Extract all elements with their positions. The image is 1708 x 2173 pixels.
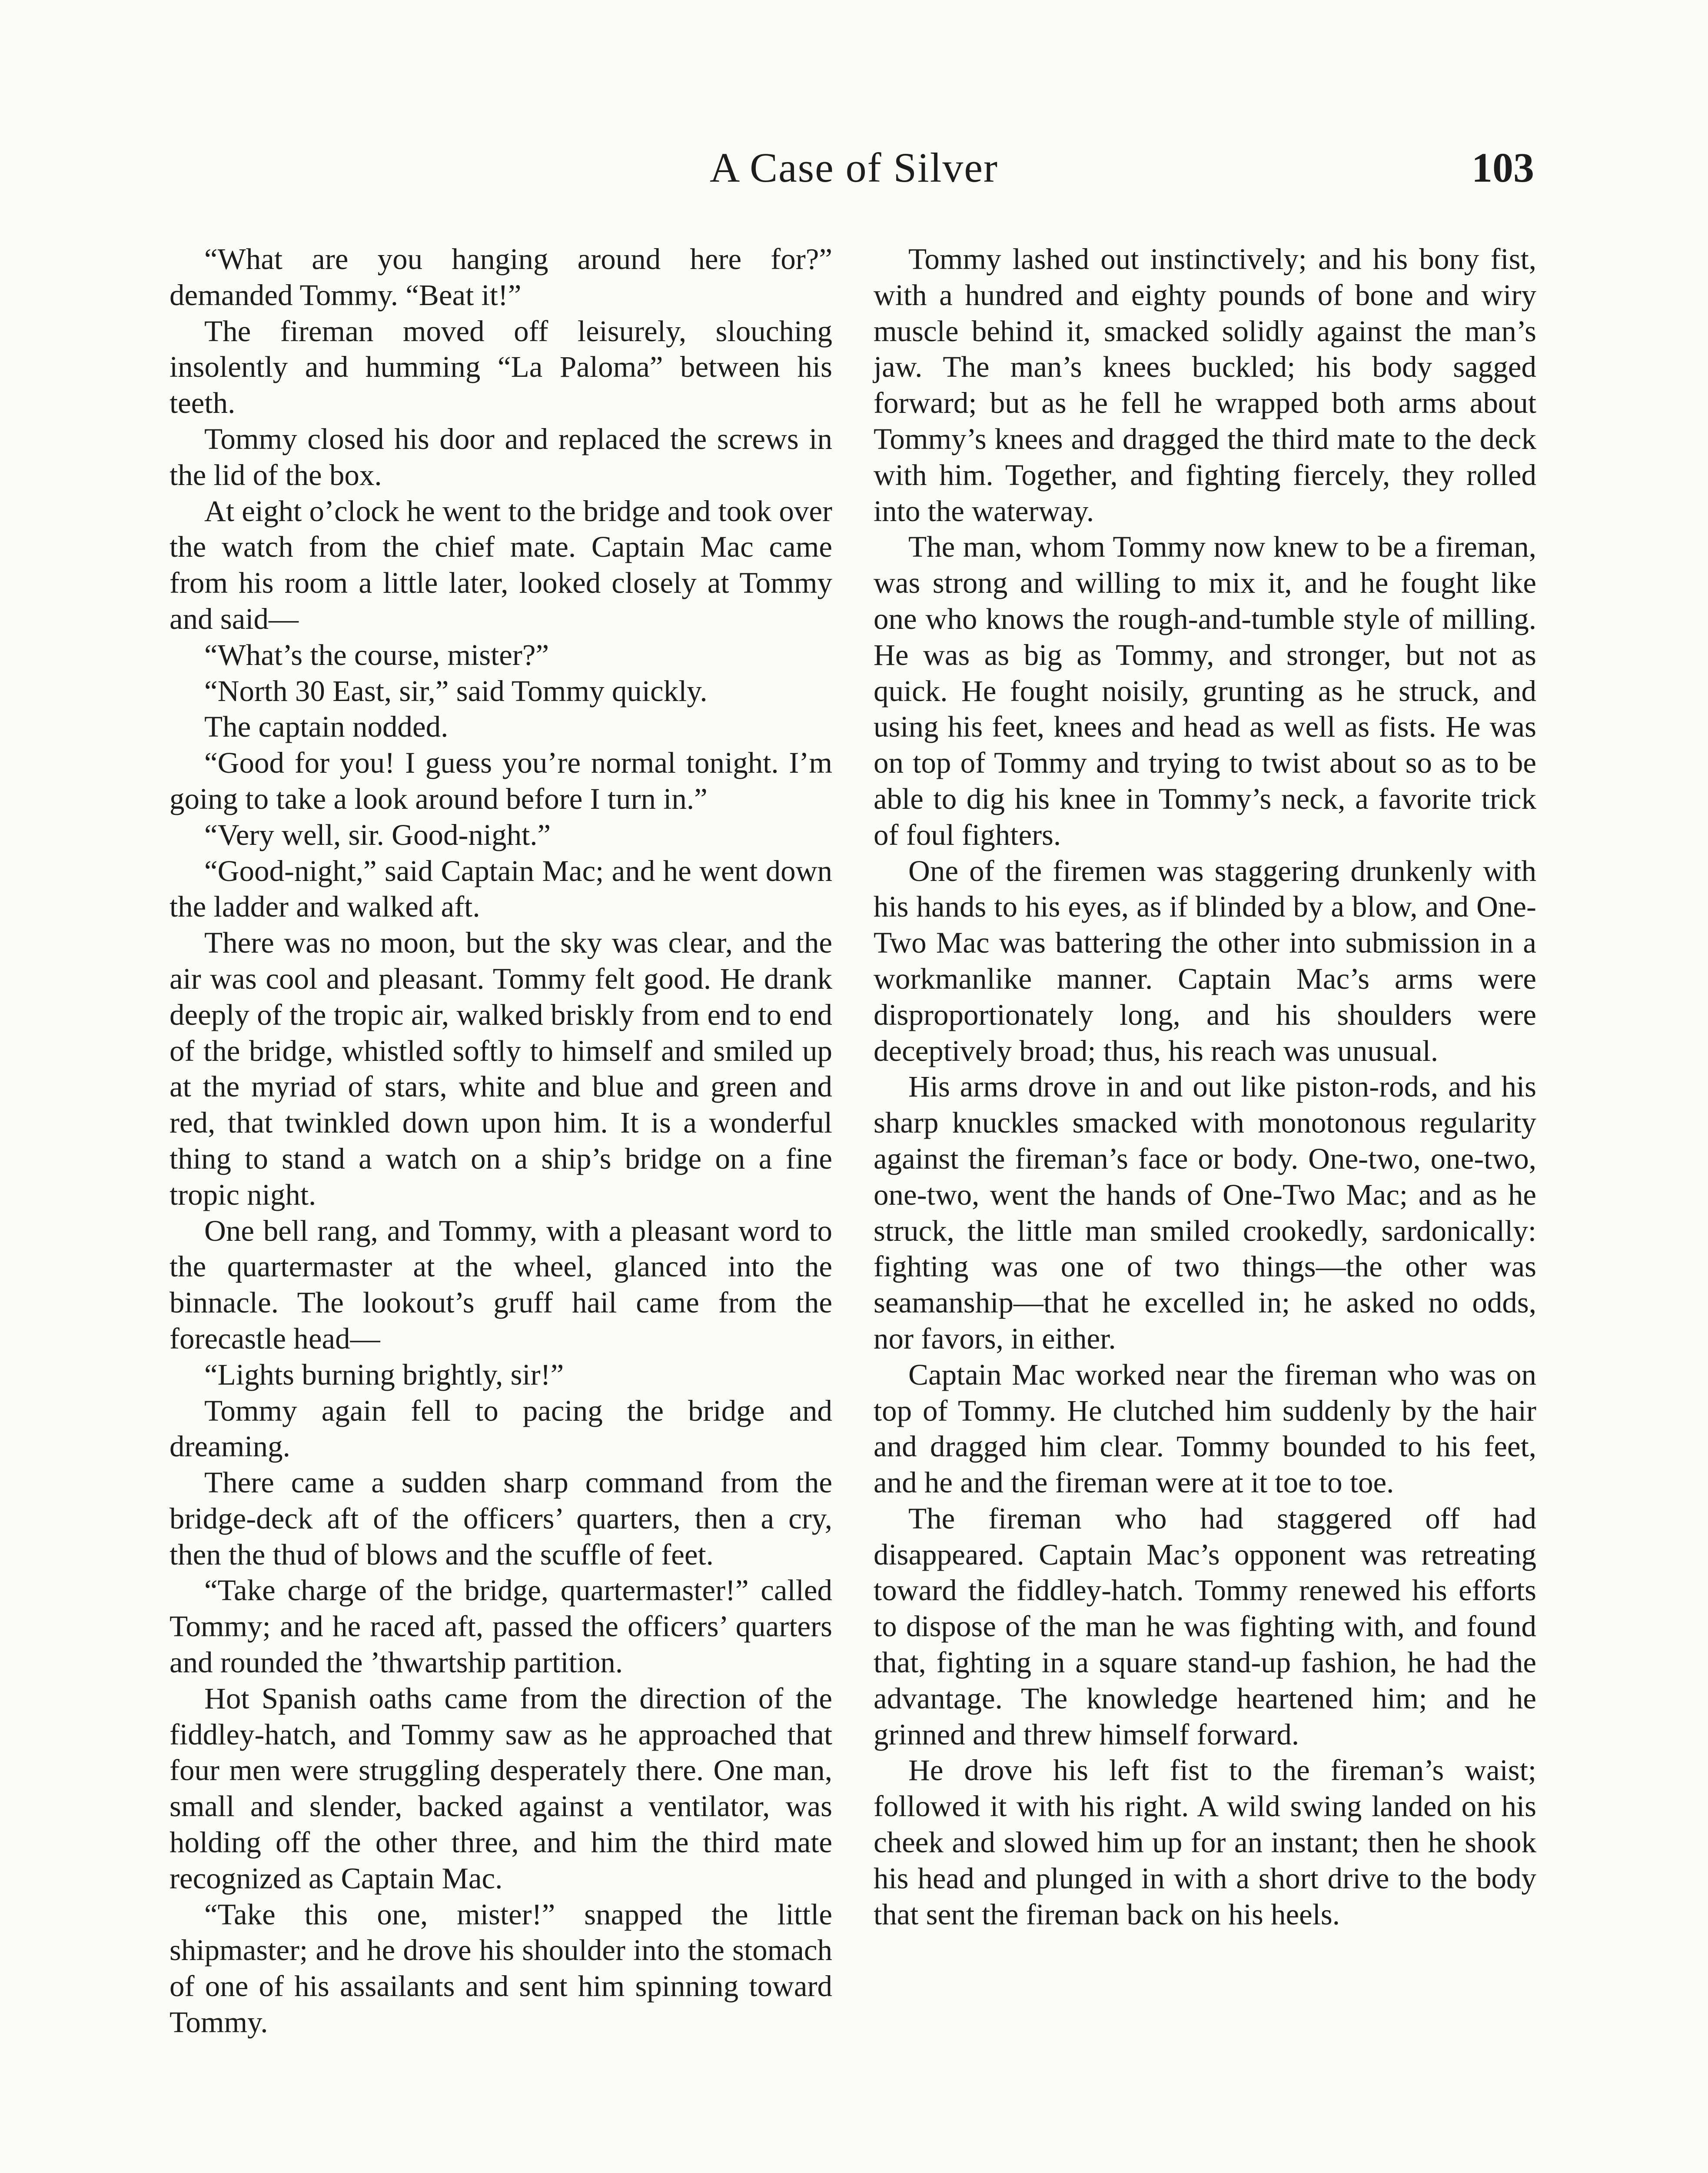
paragraph: Hot Spanish oaths came from the direction of the fiddley-hatch, and Tommy saw as he approached that four men were struggling desperately there. One man, small and slender, backed against a ventilator, was holding off the other three, and him the third mate recognized as Captain Mac.: [169, 1681, 832, 1895]
paragraph: “What are you hanging around here for?” demanded Tommy. “Beat it!”: [169, 243, 832, 312]
running-title: A Case of Silver: [710, 144, 998, 191]
paragraph: “Good for you! I guess you’re normal tonight. I’m going to take a look around before I turn in.”: [169, 746, 832, 815]
paragraph: The fireman moved off leisurely, slouching insolently and humming “La Paloma” between his teeth.: [169, 314, 832, 420]
paragraph: One of the firemen was staggering drunkenly with his hands to his eyes, as if blinded by a blow, and One-Two Mac was battering the other into submission in a workmanlike manner. Captain Mac’s arms were disproportionately long, and his shoulders were deceptively broad; thus, his reach was unusual.: [874, 854, 1536, 1067]
paragraph: Captain Mac worked near the fireman who was on top of Tommy. He clutched him suddenly by the hair and dragged him clear. Tommy bounded to his feet, and he and the fireman were at it toe to toe.: [874, 1358, 1536, 1499]
paragraph: At eight o’clock he went to the bridge and took over the watch from the chief mate. Captain Mac came from his room a little later, looked closely at Tommy and said—: [169, 494, 832, 635]
paragraph: There was no moon, but the sky was clear, and the air was cool and pleasant. Tommy felt good. He drank deeply of the tropic air, walked briskly from end to end of the bridge, whistled softly to himself and smiled up at the myriad of stars, white and blue and green and red, that twinkled down upon him. It is a wonderful thing to stand a watch on a ship’s bridge on a fine tropic night.: [169, 926, 832, 1211]
paragraph: Tommy again fell to pacing the bridge and dreaming.: [169, 1394, 832, 1463]
paragraph: One bell rang, and Tommy, with a pleasant word to the quartermaster at the wheel, glanced into the binnacle. The lookout’s gruff hail came from the forecastle head—: [169, 1214, 832, 1355]
paragraph: “Lights burning brightly, sir!”: [204, 1358, 564, 1391]
paragraph: There came a sudden sharp command from the bridge-deck aft of the officers’ quarters, then a cry, then the thud of blows and the scuffle of feet.: [169, 1466, 832, 1571]
page-number: 103: [1472, 144, 1534, 191]
paragraph: Tommy closed his door and replaced the screws in the lid of the box.: [169, 422, 832, 492]
paragraph: “Take this one, mister!” snapped the little shipmaster; and he drove his shoulder into the stomach of one of his assailants and sent him spinning toward Tommy.: [169, 1897, 832, 2039]
paragraph: “Very well, sir. Good-night.”: [204, 818, 551, 851]
page-header: [0, 143, 1708, 209]
right-column: [874, 241, 1536, 1932]
paragraph: The captain nodded.: [204, 710, 449, 744]
paragraph: The fireman who had staggered off had disappeared. Captain Mac’s opponent was retreating toward the fiddley-hatch. Tommy renewed his efforts to dispose of the man he was fighting with, and found that, fighting in a square stand-up fashion, he had the advantage. The knowledge heartened him; and he grinned and threw himself forward.: [874, 1502, 1536, 1751]
left-column: [169, 241, 832, 2040]
paragraph: Tommy lashed out instinctively; and his bony fist, with a hundred and eighty pounds of bone and wiry muscle behind it, smacked solidly against the man’s jaw. The man’s knees buckled; his body sagged forward; but as he fell he wrapped both arms about Tommy’s knees and dragged the third mate to the deck with him. Together, and fighting fiercely, they rolled into the waterway.: [874, 243, 1536, 528]
paragraph: “North 30 East, sir,” said Tommy quickly.: [204, 674, 708, 708]
paragraph: “What’s the course, mister?”: [204, 638, 549, 671]
paragraph: “Take charge of the bridge, quartermaster!” called Tommy; and he raced aft, passed the officers’ quarters and rounded the ’thwartship partition.: [169, 1574, 832, 1679]
paragraph: The man, whom Tommy now knew to be a fireman, was strong and willing to mix it, and he fought like one who knows the rough-and-tumble style of milling. He was as big as Tommy, and stronger, but not as quick. He fought noisily, grunting as he struck, and using his feet, knees and head as well as fists. He was on top of Tommy and trying to twist about so as to be able to dig his knee in Tommy’s neck, a favorite trick of foul fighters.: [874, 530, 1536, 851]
paragraph: He drove his left fist to the fireman’s waist; followed it with his right. A wild swing landed on his cheek and slowed him up for an instant; then he shook his head and plunged in with a short drive to the body that sent the fireman back on his heels.: [874, 1754, 1536, 1931]
paragraph: “Good-night,” said Captain Mac; and he went down the ladder and walked aft.: [169, 854, 832, 924]
paragraph: His arms drove in and out like piston-rods, and his sharp knuckles smacked with monotonous regularity against the fireman’s face or body. One-two, one-two, one-two, went the hands of One-Two Mac; and as he struck, the little man smiled crookedly, sardonically: fighting was one of two things—the other was seamanship—that he excelled in; he asked no odds, nor favors, in either.: [874, 1070, 1536, 1355]
